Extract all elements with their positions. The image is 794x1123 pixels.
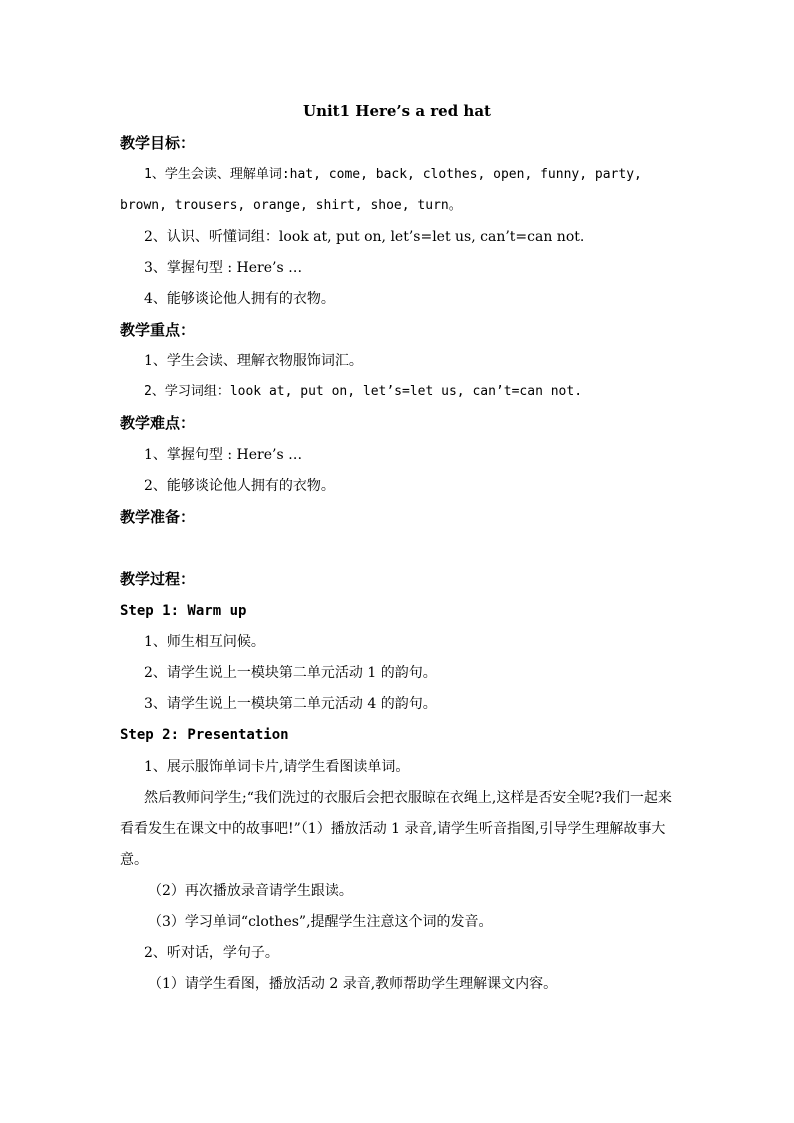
- key-points-heading: 教学重点：: [120, 321, 196, 339]
- document-title: Unit1 Here’s a red hat: [303, 102, 491, 120]
- step-2-sub-3: （3）学习单词“clothes”,提醒学生注意这个词的发音。: [148, 914, 493, 930]
- key-points-item-1: 1、学生会读、理解衣物服饰词汇。: [144, 353, 363, 369]
- step-1-item-1: 1、师生相互问候。: [144, 634, 265, 650]
- step-1-item-2: 2、请学生说上一模块第二单元活动 1 的韵句。: [144, 665, 437, 681]
- difficulties-item-1: 1、掌握句型 : Here’s …: [144, 447, 303, 463]
- step-1-title: Step 1: Warm up: [120, 603, 247, 619]
- step-2-item-2: 2、听对话，学句子。: [144, 945, 279, 961]
- preparation-heading: 教学准备：: [120, 508, 196, 526]
- difficulties-heading: 教学难点：: [120, 414, 196, 432]
- step-2-title: Step 2: Presentation: [120, 727, 289, 743]
- process-heading: 教学过程：: [120, 570, 196, 588]
- objectives-item-1: 1、学生会读、理解单词:hat, come, back, clothes, open, funny, party,: [144, 167, 642, 182]
- objectives-item-1-continued: brown, trousers, orange, shirt, shoe, turn。: [120, 198, 462, 213]
- step-2-item-1: 1、展示服饰单词卡片,请学生看图读单词。: [144, 759, 410, 775]
- step-2-paragraph: 然后教师问学生;“我们洗过的衣服后会把衣服晾在衣绳上,这样是否安全呢?我们一起来看看发生在课文中的故事吧!”（1）播放活动 1 录音,请学生听音指图,引导学生理解故事大意。: [120, 790, 672, 868]
- step-2-sub-2: （2）再次播放录音请学生跟读。: [148, 883, 353, 899]
- step-1-item-3: 3、请学生说上一模块第二单元活动 4 的韵句。: [144, 696, 437, 712]
- key-points-item-2: 2、学习词组：look at, put on, let’s=let us, can’t=can not.: [144, 384, 583, 399]
- objectives-item-2: 2、认识、听懂词组：look at, put on, let’s=let us, can’t=can not.: [144, 229, 585, 245]
- objectives-item-3: 3、掌握句型 : Here’s …: [144, 260, 303, 276]
- objectives-item-4: 4、能够谈论他人拥有的衣物。: [144, 291, 335, 307]
- difficulties-item-2: 2、能够谈论他人拥有的衣物。: [144, 478, 335, 494]
- step-2-item-2-sub-1: （1）请学生看图，播放活动 2 录音,教师帮助学生理解课文内容。: [148, 976, 558, 992]
- objectives-heading: 教学目标：: [120, 134, 196, 152]
